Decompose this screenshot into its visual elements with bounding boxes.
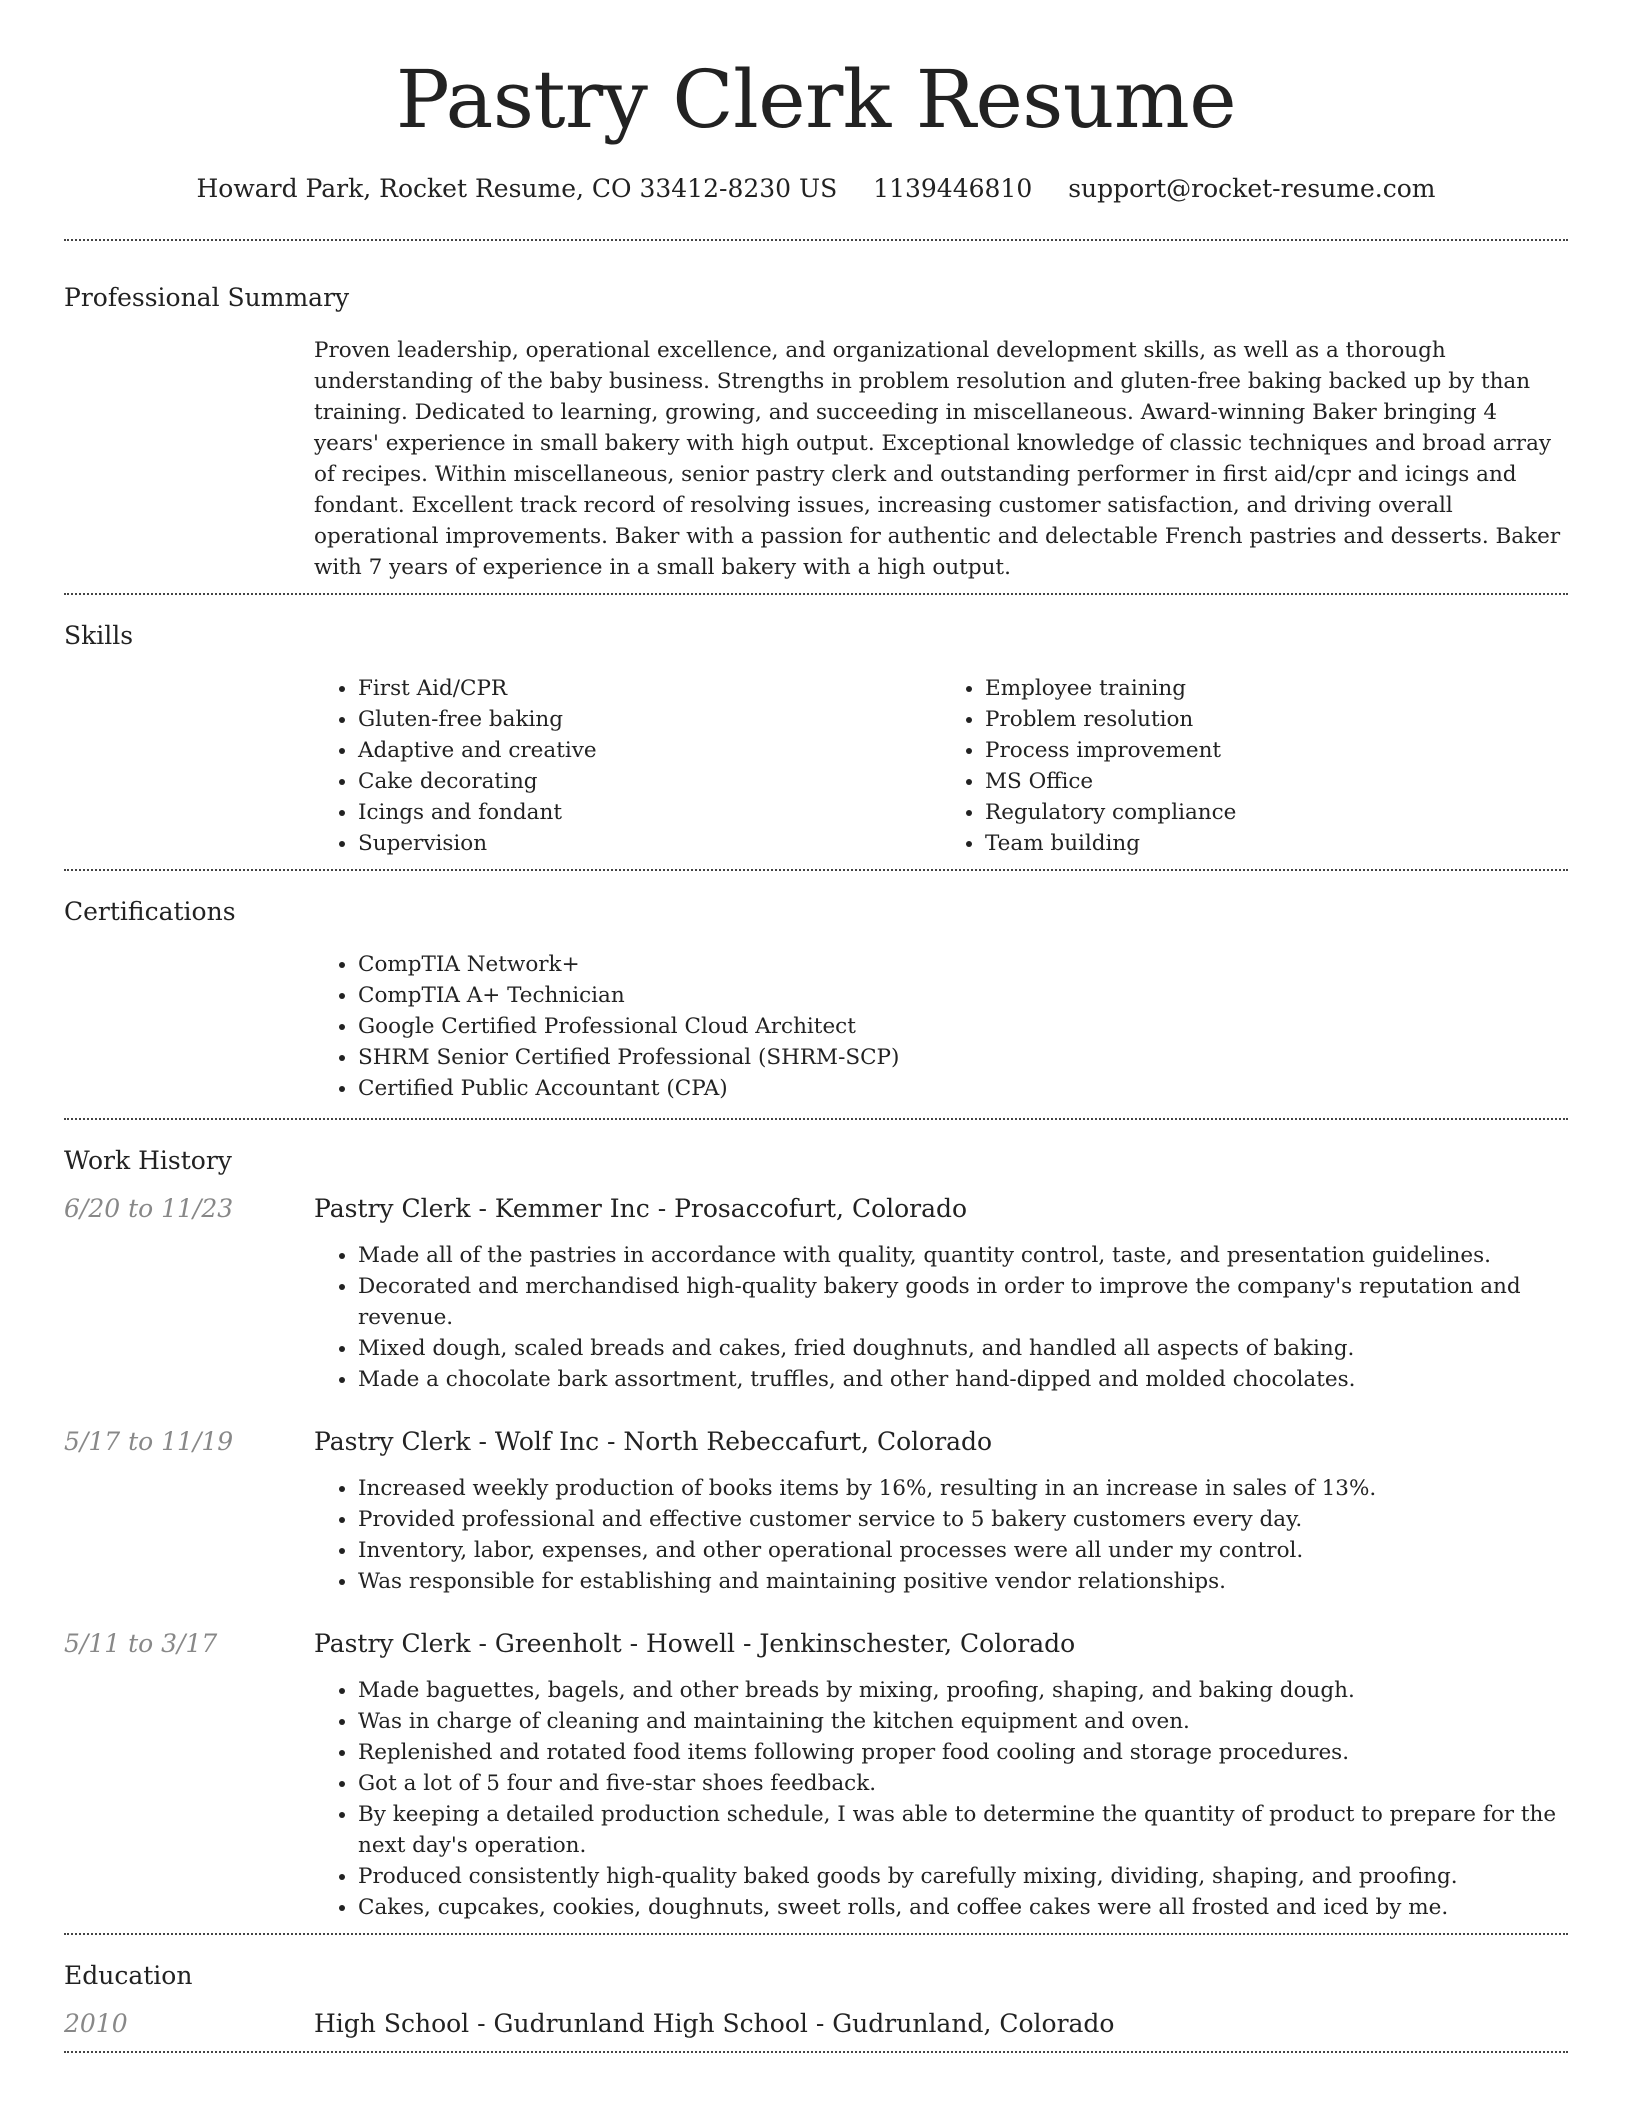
certifications-section [64, 871, 1568, 1118]
job-bullet: • Was responsible for establishing and maintaining positive vendor relationships. [358, 1566, 1568, 1597]
job-bullet: • Decorated and merchandised high-quality bakery goods in order to improve the company's reputation and revenue. [358, 1271, 1568, 1333]
skill-item: • Team building [985, 828, 1568, 859]
job-bullet: • Inventory, labor, expenses, and other operational processes were all under my control. [358, 1535, 1568, 1566]
job-entry [64, 1192, 1568, 1395]
section-title-education: Education [64, 1961, 193, 1990]
certification-item: • CompTIA Network+ [358, 949, 1568, 980]
section-title-certifications: Certifications [64, 897, 236, 926]
contact-phone: 1139446810 [873, 174, 1033, 203]
job-bullet: • Got a lot of 5 four and five-star shoes feedback. [358, 1768, 1568, 1799]
resume-title: Pastry Clerk Resume [395, 53, 1237, 146]
job-bullet: • Made a chocolate bark assortment, truffles, and other hand-dipped and molded chocolates. [358, 1364, 1568, 1395]
skill-item: • Icings and fondant [358, 797, 941, 828]
certifications-body [314, 929, 1568, 1118]
job-header [64, 1425, 1568, 1459]
education-year: 2010 [64, 2009, 128, 2038]
job-bullet: • Made all of the pastries in accordance with quality, quantity control, taste, and presentation guidelines. [358, 1240, 1568, 1271]
divider [64, 2051, 1568, 2053]
skill-item: • First Aid/CPR [358, 673, 941, 704]
job-header [64, 1627, 1568, 1661]
job-bullets [314, 1675, 1568, 1923]
certification-item: • Certified Public Accountant (CPA) [358, 1073, 1568, 1104]
job-bullet: • Produced consistently high-quality baked goods by carefully mixing, dividing, shaping, and proofing. [358, 1861, 1568, 1892]
certification-item: • Google Certified Professional Cloud Architect [358, 1011, 1568, 1042]
work-history-section [64, 1120, 1568, 1933]
contact-address: Howard Park, Rocket Resume, CO 33412-8230 US [196, 174, 838, 203]
resume-header [64, 0, 1568, 206]
job-title: Pastry Clerk - Kemmer Inc - Prosaccofurt, Colorado [314, 1194, 968, 1223]
skills-section [64, 595, 1568, 869]
job-bullet: • Made baguettes, bagels, and other breads by mixing, proofing, shaping, and baking dough. [358, 1675, 1568, 1706]
job-bullet: • Increased weekly production of books items by 16%, resulting in an increase in sales of 13%. [358, 1473, 1568, 1504]
job-bullet: • Replenished and rotated food items following proper food cooling and storage procedures. [358, 1737, 1568, 1768]
contact-email: support@rocket-resume.com [1068, 174, 1436, 203]
skill-item: • Process improvement [985, 735, 1568, 766]
job-title: Pastry Clerk - Greenholt - Howell - Jenkinschester, Colorado [314, 1629, 1076, 1658]
skill-item: • MS Office [985, 766, 1568, 797]
certification-item: • SHRM Senior Certified Professional (SHRM-SCP) [358, 1042, 1568, 1073]
summary-body [314, 315, 1568, 593]
job-bullet: • Mixed dough, scaled breads and cakes, fried doughnuts, and handled all aspects of baking. [358, 1333, 1568, 1364]
contact-line [64, 172, 1568, 206]
skill-item: • Employee training [985, 673, 1568, 704]
skill-item: • Gluten-free baking [358, 704, 941, 735]
skills-columns [314, 653, 1568, 869]
skill-item: • Adaptive and creative [358, 735, 941, 766]
job-bullet: • Provided professional and effective customer service to 5 bakery customers every day. [358, 1504, 1568, 1535]
section-title-skills: Skills [64, 621, 134, 650]
job-entry [64, 1627, 1568, 1933]
job-entry [64, 1425, 1568, 1597]
skill-item: • Cake decorating [358, 766, 941, 797]
skill-item: • Problem resolution [985, 704, 1568, 735]
skills-list-right [941, 673, 1568, 859]
skills-list-left [314, 673, 941, 859]
certification-item: • CompTIA A+ Technician [358, 980, 1568, 1011]
education-entry [64, 2007, 1568, 2051]
job-dates: 5/11 to 3/17 [64, 1629, 218, 1658]
education-section [64, 1935, 1568, 2051]
job-bullets [314, 1240, 1568, 1395]
job-bullet: • Was in charge of cleaning and maintaining the kitchen equipment and oven. [358, 1706, 1568, 1737]
summary-text: Proven leadership, operational excellence, and organizational development skills, as well as a thorough understanding of the baby business. Strengths in problem resolution and gluten-free baking backed up by than training. Dedicated to learning, growing, and succeeding in miscellaneous. Award-winning Baker bringing 4 years' experience in small bakery with high output. Exceptional knowledge of classic techniques and broad array of recipes. Within miscellaneous, senior pastry clerk and outstanding performer in first aid/cpr and icings and fondant. Excellent track record of resolving issues, increasing customer satisfaction, and driving overall operational improvements. Baker with a passion for authentic and delectable French pastries and desserts. Baker with 7 years of experience in a small bakery with a high output. [314, 338, 1561, 580]
job-dates: 6/20 to 11/23 [64, 1194, 234, 1223]
section-title-summary: Professional Summary [64, 283, 350, 312]
section-title-work-history: Work History [64, 1146, 232, 1175]
job-header [64, 1192, 1568, 1226]
summary-section [64, 241, 1568, 593]
education-title: High School - Gudrunland High School - Gudrunland, Colorado [314, 2009, 1115, 2038]
skill-item: • Regulatory compliance [985, 797, 1568, 828]
skill-item: • Supervision [358, 828, 941, 859]
job-dates: 5/17 to 11/19 [64, 1427, 234, 1456]
job-bullet: • By keeping a detailed production schedule, I was able to determine the quantity of product to prepare for the next day's operation. [358, 1799, 1568, 1861]
job-bullets [314, 1473, 1568, 1597]
job-title: Pastry Clerk - Wolf Inc - North Rebeccafurt, Colorado [314, 1427, 993, 1456]
certifications-list [314, 949, 1568, 1104]
job-bullet: • Cakes, cupcakes, cookies, doughnuts, sweet rolls, and coffee cakes were all frosted and iced by me. [358, 1892, 1568, 1923]
